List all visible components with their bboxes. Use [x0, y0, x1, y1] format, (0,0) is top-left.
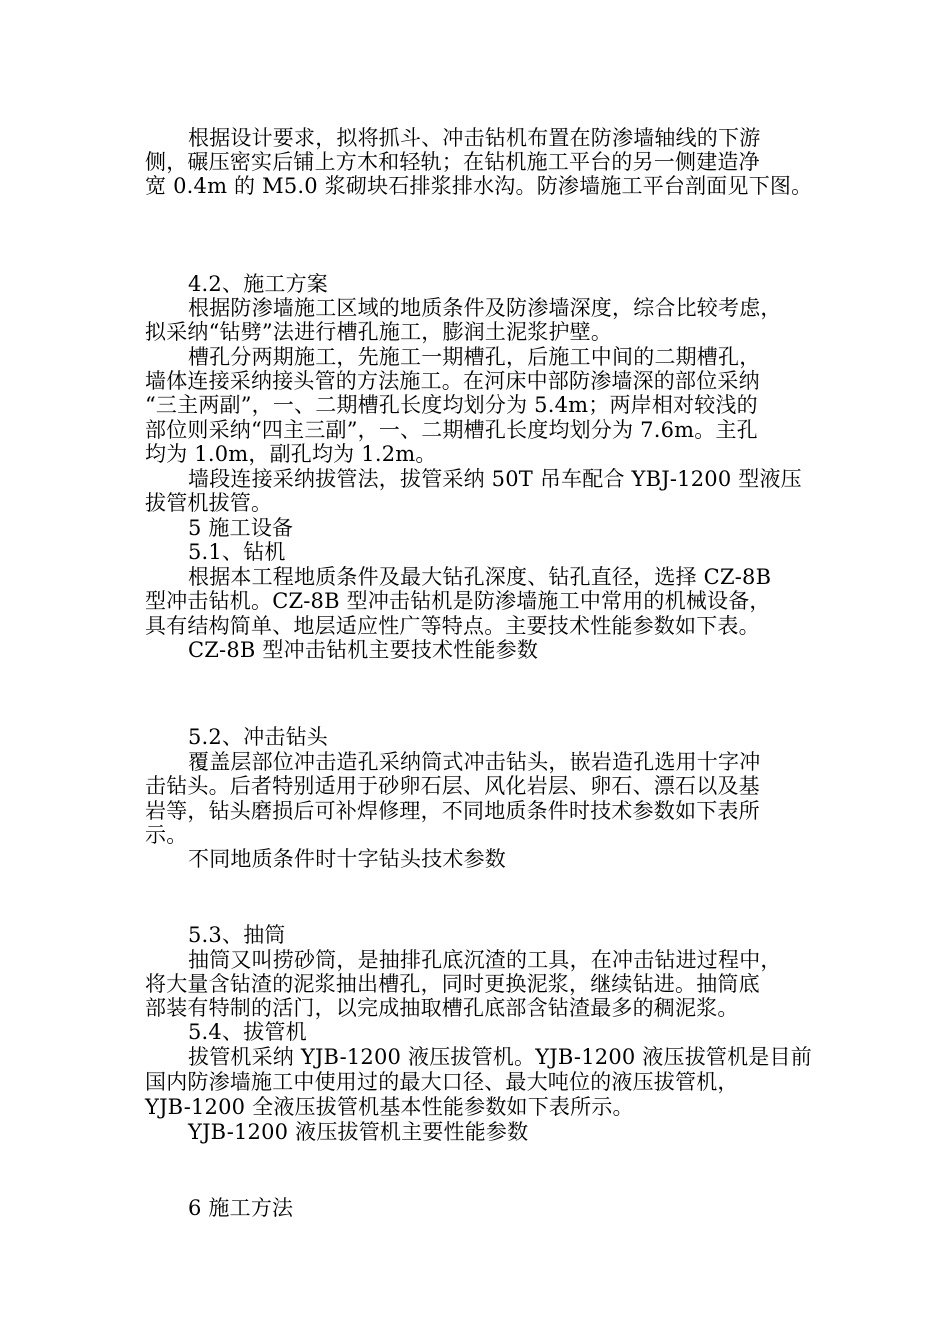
- paragraph-line: 槽孔分两期施工，先施工一期槽孔，后施工中间的二期槽孔，: [188, 345, 761, 369]
- table-caption: YJB-1200 液压拔管机主要性能参数: [188, 1120, 529, 1144]
- section-heading: 5 施工设备: [188, 516, 294, 540]
- section-heading: 6 施工方法: [188, 1196, 294, 1220]
- paragraph-line: 墙段连接采纳拔管法，拔管采纳 50T 吊车配合 YBJ-1200 型液压: [188, 467, 802, 491]
- paragraph-line: 岩等，钻头磨损后可补焊修理，不同地质条件时技术参数如下表所: [145, 799, 760, 823]
- section-heading: 4.2、施工方案: [188, 272, 328, 296]
- paragraph-line: 根据设计要求，拟将抓斗、冲击钻机布置在防渗墙轴线的下游: [188, 126, 761, 150]
- paragraph-line: 宽 0.4m 的 M5.0 浆砌块石排浆排水沟。防渗墙施工平台剖面见下图。: [145, 174, 813, 198]
- paragraph-line: 墙体连接采纳接头管的方法施工。在河床中部防渗墙深的部位采纳: [145, 369, 760, 393]
- paragraph-line: YJB-1200 全液压拔管机基本性能参数如下表所示。: [145, 1095, 634, 1119]
- paragraph-line: 拔管机采纳 YJB-1200 液压拔管机。YJB-1200 液压拔管机是目前: [188, 1045, 812, 1069]
- section-heading: 5.3、抽筒: [188, 923, 286, 947]
- paragraph-line: 击钻头。后者特别适用于砂卵石层、风化岩层、卵石、漂石以及基: [145, 774, 760, 798]
- paragraph-line: 抽筒又叫捞砂筒，是抽排孔底沉渣的工具，在冲击钻进过程中，: [188, 948, 782, 972]
- section-heading: 5.4、拔管机: [188, 1020, 307, 1044]
- paragraph-line: 国内防渗墙施工中使用过的最大口径、最大吨位的液压拔管机，: [145, 1070, 739, 1094]
- paragraph-line: 侧，碾压密实后铺上方木和轻轨；在钻机施工平台的另一侧建造净: [145, 150, 760, 174]
- paragraph-line: 根据本工程地质条件及最大钻孔深度、钻孔直径，选择 CZ-8B: [188, 565, 772, 589]
- paragraph-line: 覆盖层部位冲击造孔采纳筒式冲击钻头，嵌岩造孔选用十字冲: [188, 750, 761, 774]
- paragraph-line: 部装有特制的活门，以完成抽取槽孔底部含钻渣最多的稠泥浆。: [145, 996, 739, 1020]
- section-heading: 5.1、钻机: [188, 540, 286, 564]
- paragraph-line: 均为 1.0m，副孔均为 1.2m。: [145, 442, 437, 466]
- table-caption: CZ-8B 型冲击钻机主要技术性能参数: [188, 638, 539, 662]
- paragraph-line: 具有结构简单、地层适应性广等特点。主要技术性能参数如下表。: [145, 614, 760, 638]
- paragraph-line: 型冲击钻机。CZ-8B 型冲击钻机是防渗墙施工中常用的机械设备，: [145, 589, 771, 613]
- paragraph-line: 根据防渗墙施工区域的地质条件及防渗墙深度，综合比较考虑，: [188, 296, 782, 320]
- paragraph-line: 示。: [145, 823, 188, 847]
- paragraph-line: 部位则采纳“四主三副”，一、二期槽孔长度均划分为 7.6m。主孔: [145, 418, 758, 442]
- paragraph-line: 拔管机拔管。: [145, 491, 273, 515]
- paragraph-line: 将大量含钻渣的泥浆抽出槽孔，同时更换泥浆，继续钻进。抽筒底: [145, 972, 760, 996]
- section-heading: 5.2、冲击钻头: [188, 725, 328, 749]
- table-caption: 不同地质条件时十字钻头技术参数: [188, 847, 506, 871]
- paragraph-line: 拟采纳“钻劈”法进行槽孔施工，膨润土泥浆护壁。: [145, 320, 613, 344]
- paragraph-line: “三主两副”，一、二期槽孔长度均划分为 5.4m；两岸相对较浅的: [145, 393, 758, 417]
